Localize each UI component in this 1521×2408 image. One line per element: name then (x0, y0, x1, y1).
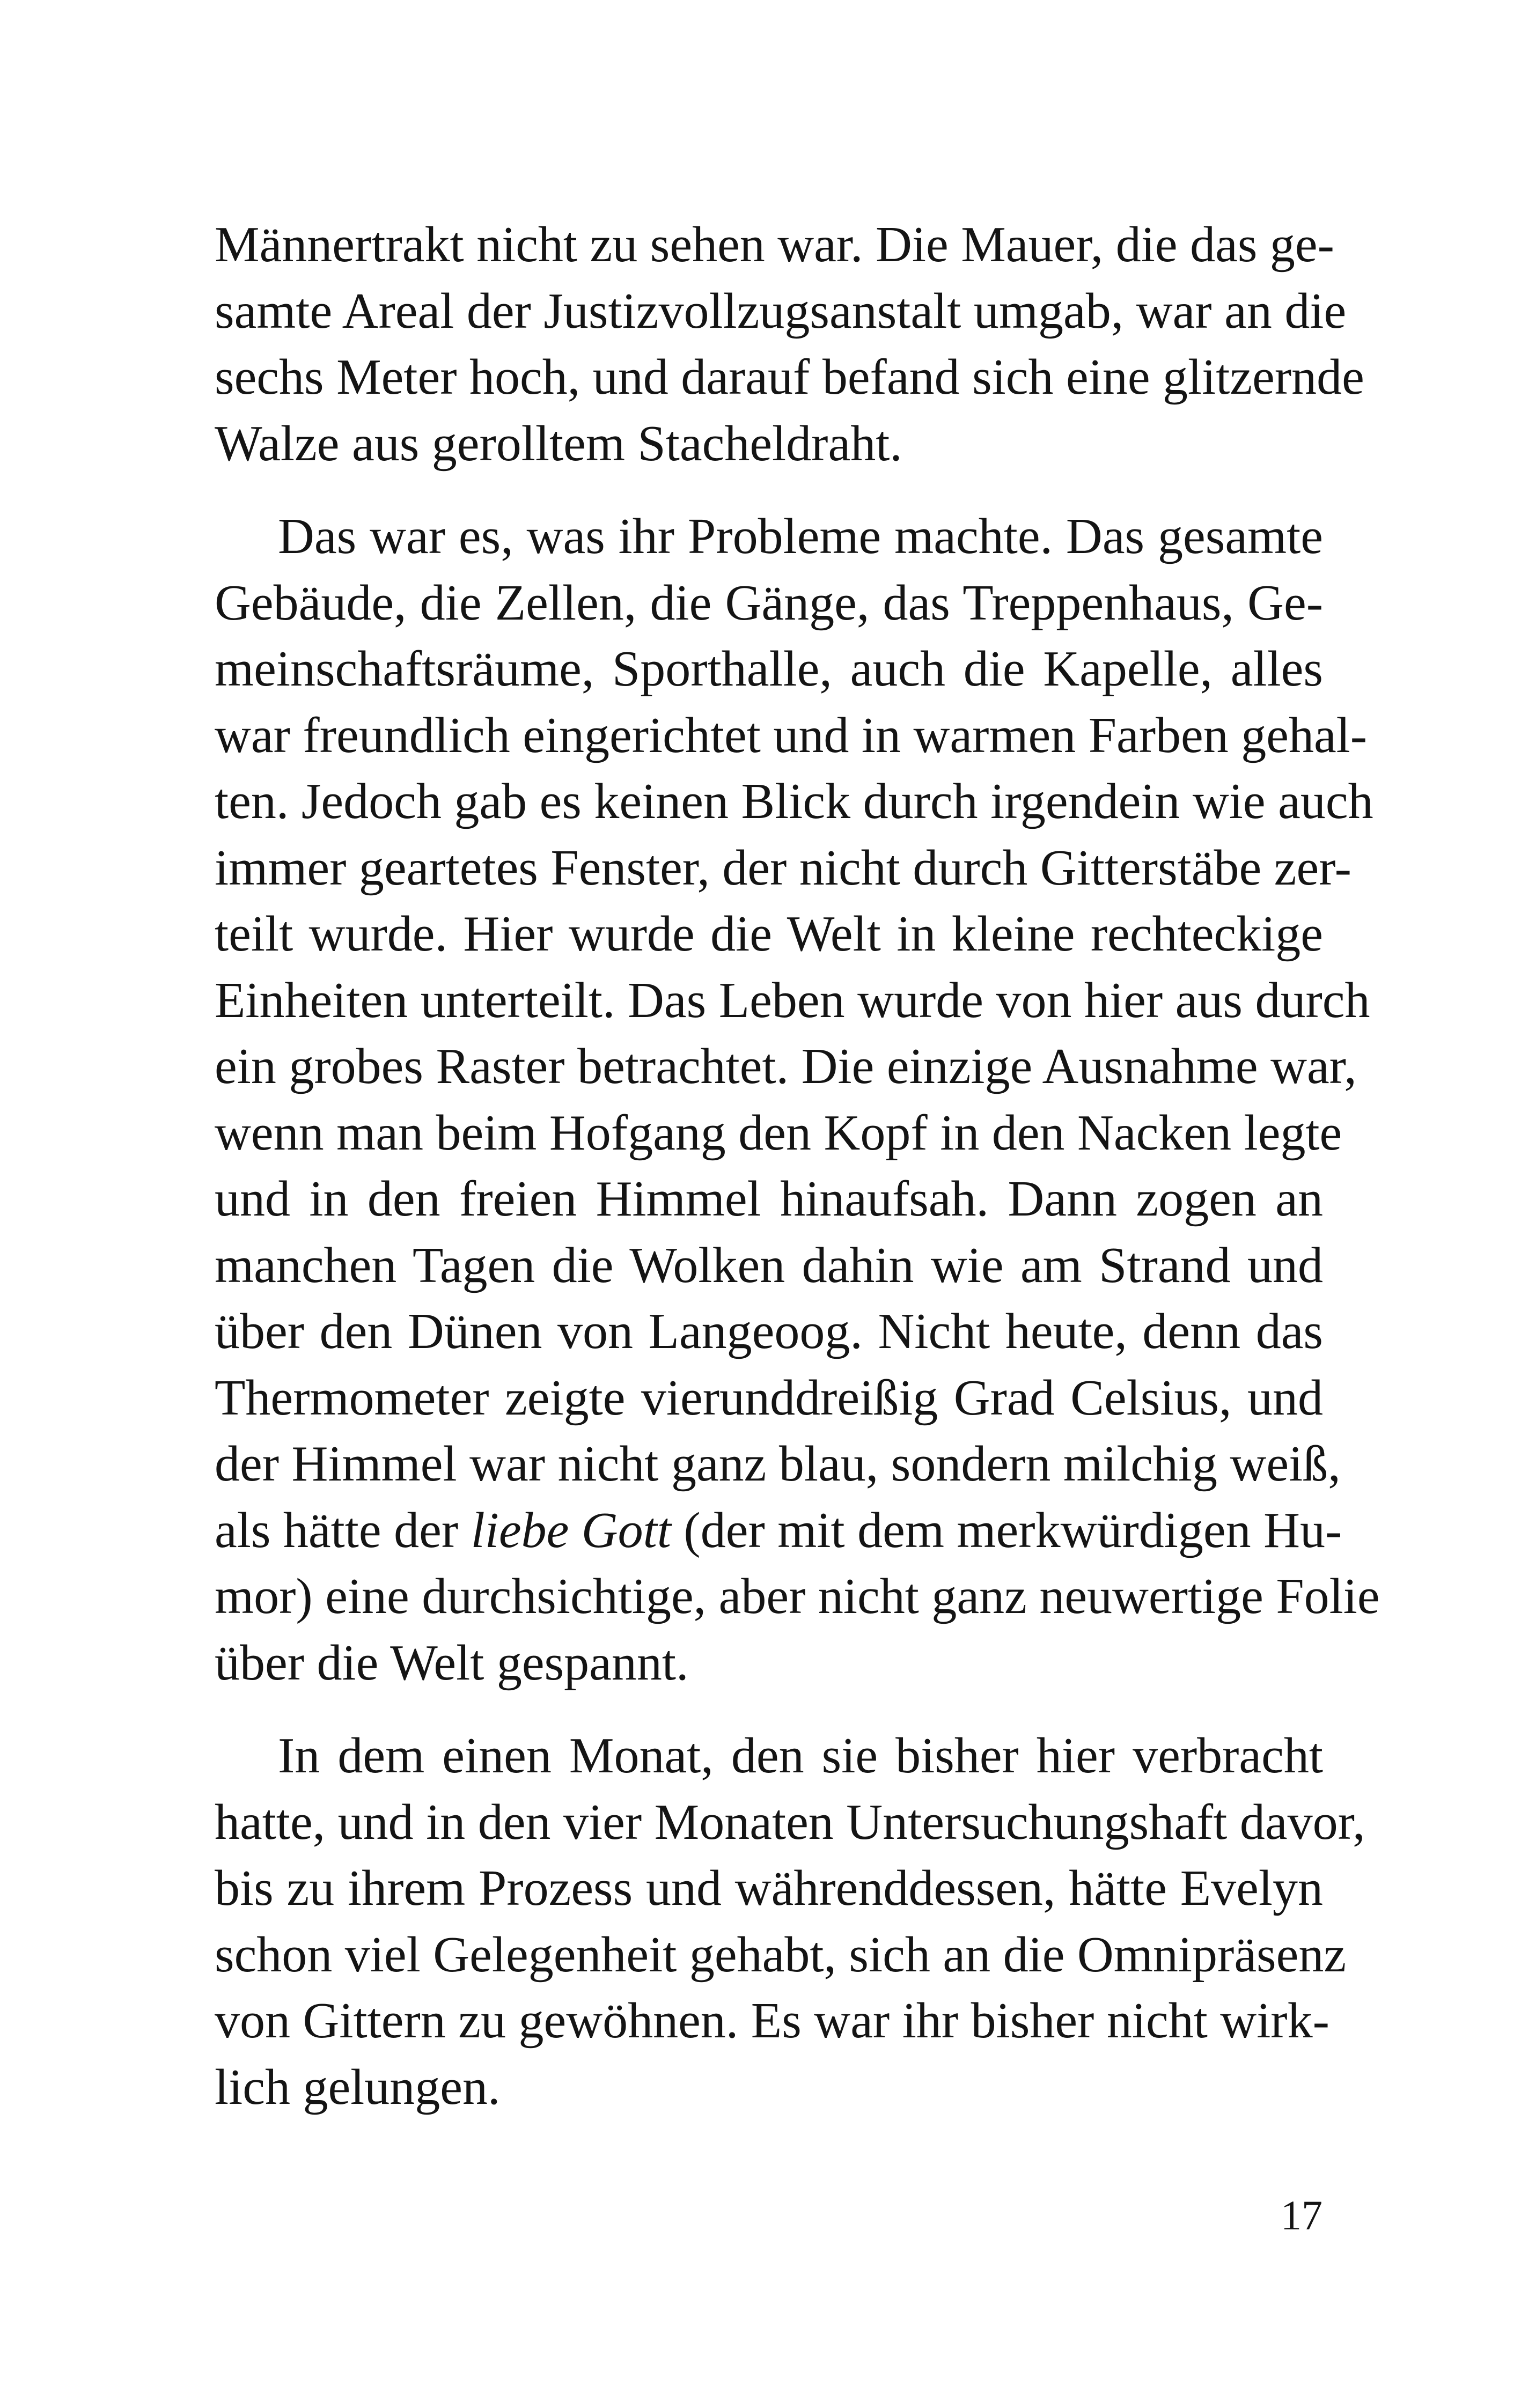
text-line: Männertrakt nicht zu sehen war. Die Mauer, die das ge- (215, 217, 1334, 273)
text-line: war freundlich eingerichtet und in warmen Farben gehal- (215, 707, 1368, 763)
text-line: meinschaftsräume, Sporthalle, auch die Kapelle, alles (215, 641, 1323, 697)
text-line: über den Dünen von Langeoog. Nicht heute, denn das (215, 1304, 1323, 1359)
paragraph (215, 1723, 1365, 2120)
paragraph (215, 212, 1364, 477)
text-line: Das war es, was ihr Probleme machte. Das gesamte (278, 509, 1323, 564)
text-segment: (der mit dem merkwürdigen Hu- (671, 1502, 1342, 1558)
text-line: Thermometer zeigte vierunddreißig Grad Celsius, und (215, 1369, 1323, 1426)
text-line: mor) eine durchsichtige, aber nicht ganz neuwertige Folie (215, 1568, 1380, 1624)
paragraph-gap (215, 477, 1323, 504)
text-line: immer geartetes Fenster, der nicht durch Gitterstäbe zer- (215, 840, 1351, 896)
text-line: der Himmel war nicht ganz blau, sondern milchig weiß, (215, 1436, 1341, 1492)
text-line: wenn man beim Hofgang den Kopf in den Nacken legte (215, 1104, 1342, 1161)
text-line: samte Areal der Justizvollzugsanstalt umgab, war an die (215, 283, 1347, 339)
paragraph (215, 504, 1380, 1696)
text-line: und in den freien Himmel hinaufsah. Dann zogen an (215, 1171, 1323, 1227)
body-text (215, 212, 1380, 2120)
text-line: sechs Meter hoch, und darauf befand sich eine glitzernde (215, 349, 1364, 405)
text-line: Walze aus gerolltem Stacheldraht. (215, 415, 902, 472)
text-line: bis zu ihrem Prozess und währenddessen, hätte Evelyn (215, 1860, 1323, 1916)
text-line: In dem einen Monat, den sie bisher hier verbracht (278, 1728, 1323, 1784)
text-line: hatte, und in den vier Monaten Untersuchungshaft davor, (215, 1794, 1365, 1850)
text-segment: als hätte der (215, 1502, 471, 1558)
text-line: ein grobes Raster betrachtet. Die einzige Ausnahme war, (215, 1039, 1357, 1094)
text-line: teilt wurde. Hier wurde die Welt in kleine rechteckige (215, 906, 1323, 962)
italic-phrase: liebe Gott (471, 1502, 671, 1558)
text-line-with-italic (215, 1498, 1342, 1564)
text-line: über die Welt gespannt. (215, 1634, 689, 1691)
text-line: manchen Tagen die Wolken dahin wie am Strand und (215, 1237, 1323, 1293)
text-line: schon viel Gelegenheit gehabt, sich an die Omnipräsenz (215, 1926, 1347, 1983)
text-line: ten. Jedoch gab es keinen Blick durch irgendein wie auch (215, 774, 1373, 829)
paragraph-gap (215, 1696, 1323, 1723)
text-line: lich gelungen. (215, 2059, 501, 2115)
text-line: von Gittern zu gewöhnen. Es war ihr bisher nicht wirk- (215, 1993, 1329, 2049)
page-number: 17 (1281, 2192, 1322, 2238)
text-line: Einheiten unterteilt. Das Leben wurde von hier aus durch (215, 972, 1370, 1028)
text-line: Gebäude, die Zellen, die Gänge, das Treppenhaus, Ge- (215, 575, 1323, 631)
